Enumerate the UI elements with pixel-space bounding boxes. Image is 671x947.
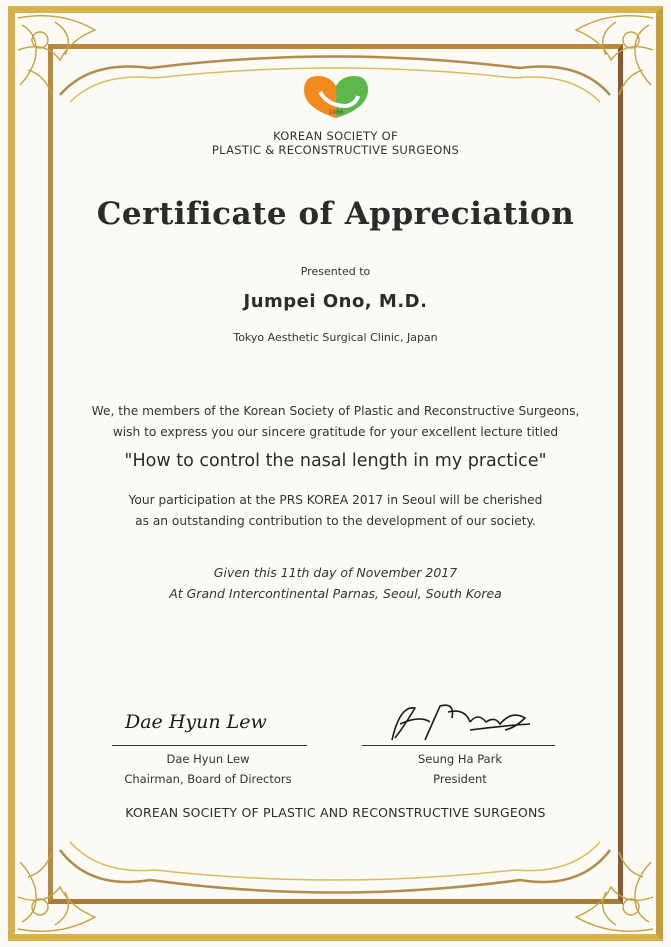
org-header-line1: KOREAN SOCIETY OF	[273, 129, 398, 143]
given-line2: At Grand Intercontinental Parnas, Seoul, South Korea	[169, 586, 502, 601]
recipient-name: Jumpei Ono, M.D.	[243, 291, 428, 312]
signatory-title: President	[433, 772, 487, 786]
body-para2-line2: as an outstanding contribution to the development of our society.	[135, 514, 536, 528]
signatory-name: Seung Ha Park	[417, 752, 503, 766]
svg-text:Dae Hyun Lew: Dae Hyun Lew	[125, 711, 267, 733]
recipient-affiliation: Tokyo Aesthetic Surgical Clinic, Japan	[233, 331, 438, 344]
certificate-title: Certificate of Appreciation	[96, 196, 575, 232]
logo-year: 1966	[328, 109, 344, 116]
body-para1-line2: wish to express you our sincere gratitude for your excellent lecture titled	[112, 425, 559, 439]
org-header-line2: PLASTIC & RECONSTRUCTIVE SURGEONS	[211, 143, 460, 157]
signatory-president	[360, 749, 560, 789]
lecture-title: "How to control the nasal length in my practice"	[124, 451, 547, 471]
footer-organization-name: KOREAN SOCIETY OF PLASTIC AND RECONSTRUCTIVE SURGEONS	[125, 805, 546, 820]
signatory-chairman	[103, 749, 313, 789]
signatory-title: Chairman, Board of Directors	[124, 772, 292, 786]
body-para2-line1: Your participation at the PRS KOREA 2017 in Seoul will be cherished	[128, 493, 543, 507]
body-para1-line1: We, the members of the Korean Society of Plastic and Reconstructive Surgeons,	[91, 404, 580, 418]
signature-dae-hyun-lew-icon	[124, 711, 267, 733]
signatory-name: Dae Hyun Lew	[166, 752, 250, 766]
signature-seung-ha-park-icon	[392, 705, 530, 740]
signature-line-right	[362, 745, 555, 746]
given-line1: Given this 11th day of November 2017	[213, 565, 458, 580]
signature-line-left	[112, 745, 307, 746]
presented-to-label: Presented to	[300, 265, 371, 278]
